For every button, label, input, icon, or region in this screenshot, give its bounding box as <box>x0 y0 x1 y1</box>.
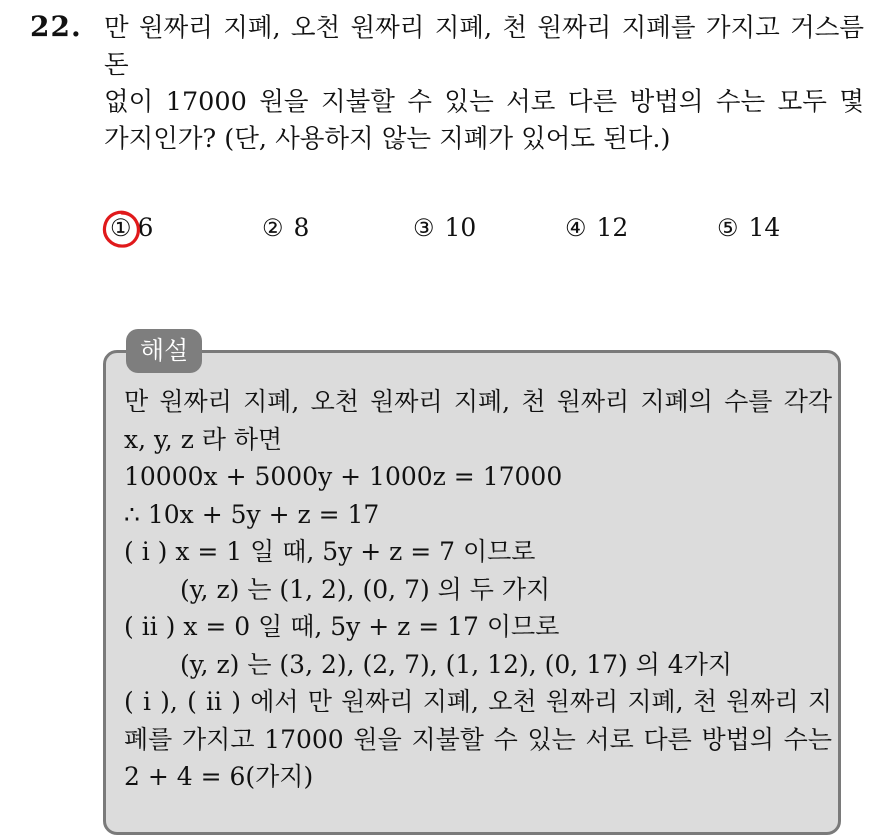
problem-line: 가지인가? (단, 사용하지 않는 지폐가 있어도 된다.) <box>104 124 671 154</box>
choice-value: 10 <box>444 213 477 242</box>
choice-value: 12 <box>596 213 629 242</box>
choice-3[interactable] <box>413 213 476 242</box>
problem-text <box>104 10 864 158</box>
solution-line: ( i ) x = 1 일 때, 5y + z = 7 이므로 <box>124 537 536 566</box>
solution-line: 만 원짜리 지폐, 오천 원짜리 지폐, 천 원짜리 지폐의 수를 각각 <box>124 387 832 416</box>
solution-line: 10000x + 5000y + 1000z = 17000 <box>124 462 563 491</box>
choice-1[interactable] <box>110 213 153 242</box>
choice-5[interactable] <box>717 213 780 242</box>
problem-line: 만 원짜리 지폐, 오천 원짜리 지폐, 천 원짜리 지폐를 가지고 거스름돈 <box>104 13 864 80</box>
solution-line: x, y, z 라 하면 <box>124 424 283 454</box>
choice-mark: ② <box>262 214 284 242</box>
choice-mark: ④ <box>565 214 587 242</box>
solution-line: 2 + 4 = 6(가지) <box>124 762 314 791</box>
solution-line: ( ii ) x = 0 일 때, 5y + z = 17 이므로 <box>124 612 560 641</box>
choice-value: 14 <box>748 213 781 242</box>
solution-line: (y, z) 는 (1, 2), (0, 7) 의 두 가지 <box>180 574 551 604</box>
problem-number: 22. <box>30 10 82 43</box>
choice-value: 6 <box>137 213 154 242</box>
choice-value: 8 <box>293 213 310 242</box>
problem-line: 없이 17000 원을 지불할 수 있는 서로 다른 방법의 수는 모두 몇 <box>104 87 864 117</box>
solution-line: ( i ), ( ii ) 에서 만 원짜리 지폐, 오천 원짜리 지폐, 천 원짜리 지 <box>124 687 832 716</box>
choice-mark: ⑤ <box>717 214 739 242</box>
choice-mark: ① <box>110 214 132 242</box>
answer-choices <box>0 213 884 253</box>
solution-line: 폐를 가지고 17000 원을 지불할 수 있는 서로 다른 방법의 수는 <box>124 724 832 754</box>
choice-4[interactable] <box>565 213 628 242</box>
solution-line: (y, z) 는 (3, 2), (2, 7), (1, 12), (0, 17) 의 4가지 <box>180 649 733 679</box>
solution-body <box>124 383 832 796</box>
choice-mark: ③ <box>413 214 435 242</box>
solution-line: ∴ 10x + 5y + z = 17 <box>124 499 380 529</box>
choice-2[interactable] <box>262 213 309 242</box>
solution-tag: 해설 <box>126 329 202 373</box>
